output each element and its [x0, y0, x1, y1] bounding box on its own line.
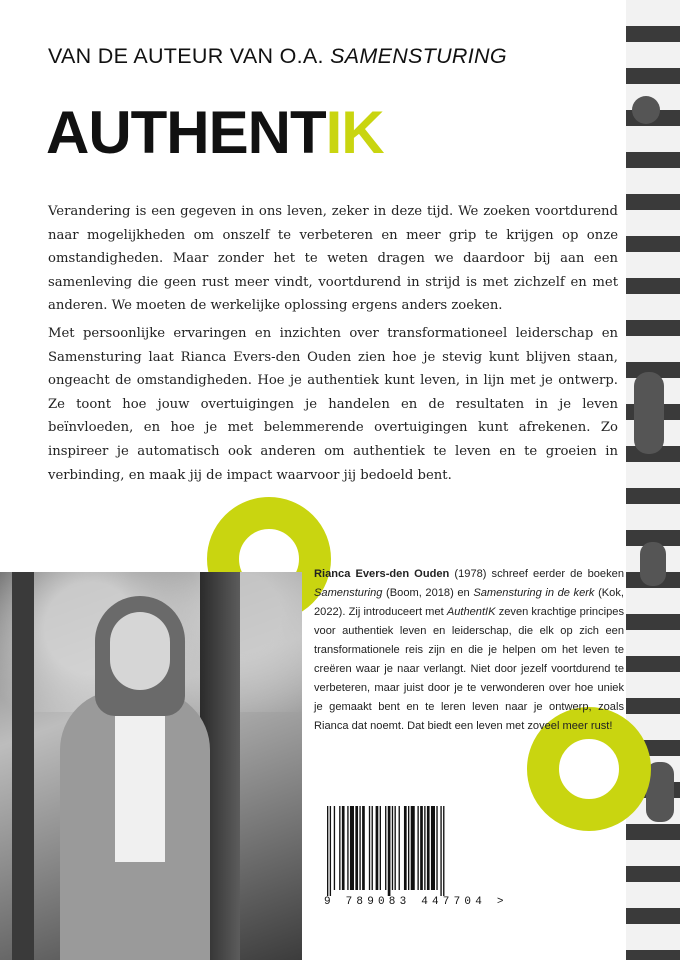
photo-tree [12, 572, 34, 960]
barcode-bar [420, 806, 423, 890]
bio-text: (Boom, 2018) en [382, 587, 474, 599]
barcode-bar [380, 806, 381, 890]
author-photo [0, 572, 302, 960]
barcode-bar [427, 806, 430, 890]
barcode-bar [327, 806, 328, 896]
blurb-paragraph-1: Verandering is een gegeven in ons leven, zeker in deze tijd. We zoeken voortdurend naar mogelijkheden om onszelf te verbeteren en meer grip te krijgen op onze omstandigheden. Maar zonder het te weten dragen we daardoor bij aan een samenleving die geen rust meer vindt, voortdurend in strijd is met zichzelf en met anderen. We moeten de werkelijke oplossing ergens anders zoeken. [48, 204, 618, 314]
barcode-bar [399, 806, 400, 890]
barcode-bar [388, 806, 391, 896]
title-black: AUTHENT [46, 99, 326, 166]
barcode-bar [376, 806, 379, 890]
pedestrian-figure [640, 542, 666, 586]
barcode-bar [362, 806, 365, 890]
barcode-bar [443, 806, 444, 896]
bio-book-title: Samensturing in de kerk [473, 587, 595, 599]
bio-book-title: AuthentIK [446, 606, 496, 618]
blurb-paragraph-2: Met persoonlijke ervaringen en inzichten over transformationeel leiderschap en Samensturing laat Rianca Evers-den Ouden zien hoe je stevig kunt blijven staan, ongeacht de omstandigheden. Hoe je authentiek kunt leven, in lijn met je ontwerp. Ze toont hoe jouw overtuigingen je handelen en de resultaten in je leven beïnvloeden, en hoe je met belemmerende overtuigingen kunt afrekenen. Zo inspireer je automatisch ook anderen om authentiek te leven en te groeien in verbinding, en maak jij de impact waarvoor jij bedoeld bent. [48, 326, 618, 483]
crosswalk-stripes-image [626, 0, 680, 960]
barcode-bars [325, 806, 497, 896]
barcode-bar [408, 806, 409, 890]
author-bio [314, 565, 624, 736]
kicker-prefix: VAN DE AUTEUR VAN O.A. [48, 44, 331, 68]
barcode-bar [342, 806, 345, 890]
barcode-bar [436, 806, 437, 890]
barcode-bar [404, 806, 407, 890]
barcode-bar [369, 806, 370, 890]
barcode-bar [372, 806, 373, 890]
barcode-bar [334, 806, 335, 890]
manhole-cover [632, 96, 660, 124]
barcode-bar [385, 806, 386, 890]
kicker [48, 44, 507, 69]
barcode-bar [440, 806, 441, 896]
barcode-bar [431, 806, 435, 890]
isbn-number: 9 789083 447704 > [324, 896, 508, 908]
barcode-bar [392, 806, 393, 890]
barcode-bar [417, 806, 418, 890]
bio-book-title: Samensturing [314, 587, 383, 599]
title-accent: IK [325, 99, 384, 166]
photo-face [110, 612, 170, 690]
pedestrian-figure [634, 372, 664, 454]
author-name: Rianca Evers-den Ouden [314, 568, 450, 580]
barcode-bar [359, 806, 360, 890]
photo-shirt [115, 692, 165, 862]
bio-text: (Kok, 2022). Zij introduceert met [314, 587, 624, 618]
barcode-bar [355, 806, 358, 890]
barcode-bar [424, 806, 425, 890]
bio-text: (1978) schreef eerder de boeken [449, 568, 624, 580]
bio-text: zeven krachtige principes voor authentiek leven en leiderschap, die elk op zich een transformationele reis zijn en die je helpen om het leven te creëren waar je naar verlangt. Niet door jezelf voortdurend te verbeteren, maar juist door je te verwonderen over hoe uniek je gemaakt bent en te leren leven naar je ontwerp, zoals Rianca dat noemt. Dat biedt een leven met zoveel meer rust! [314, 606, 624, 732]
barcode-bar [350, 806, 354, 890]
barcode-bar [347, 806, 348, 890]
isbn-barcode [325, 806, 497, 900]
barcode-bar [330, 806, 331, 896]
book-title [46, 99, 384, 166]
barcode-bar [339, 806, 340, 890]
barcode-bar [411, 806, 415, 890]
kicker-italic: SAMENSTURING [330, 44, 507, 68]
barcode-bar [395, 806, 396, 890]
